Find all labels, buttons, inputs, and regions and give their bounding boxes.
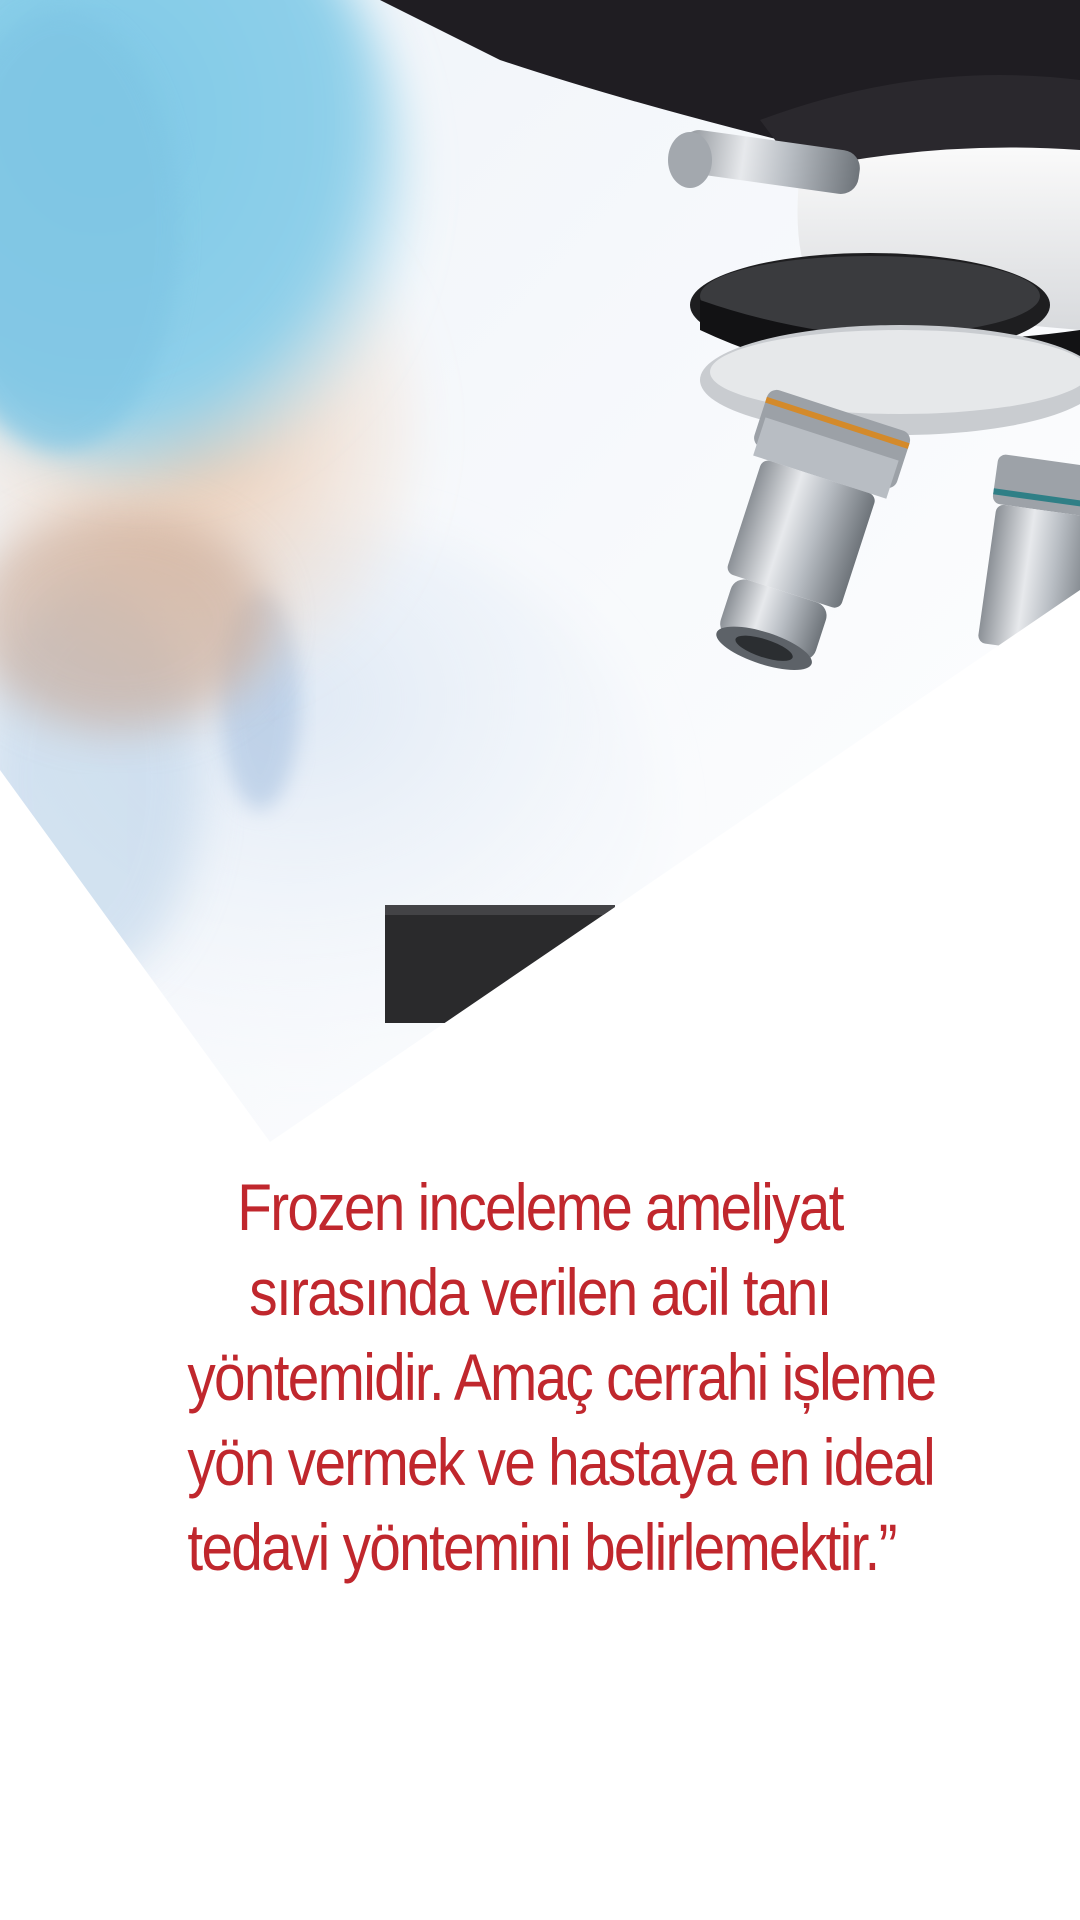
quote-line: sırasında verilen acil tanı xyxy=(249,1255,831,1329)
quote-line: tedavi yöntemini belirlemektir.” xyxy=(187,1510,896,1584)
quote-block xyxy=(0,1165,1080,1590)
quote-line: yöntemidir. Amaç cerrahi ișleme xyxy=(187,1340,936,1414)
quote-line: yön vermek ve hastaya en ideal xyxy=(187,1425,935,1499)
quote-text xyxy=(187,1165,936,1590)
quote-line: Frozen inceleme ameliyat xyxy=(237,1170,843,1244)
